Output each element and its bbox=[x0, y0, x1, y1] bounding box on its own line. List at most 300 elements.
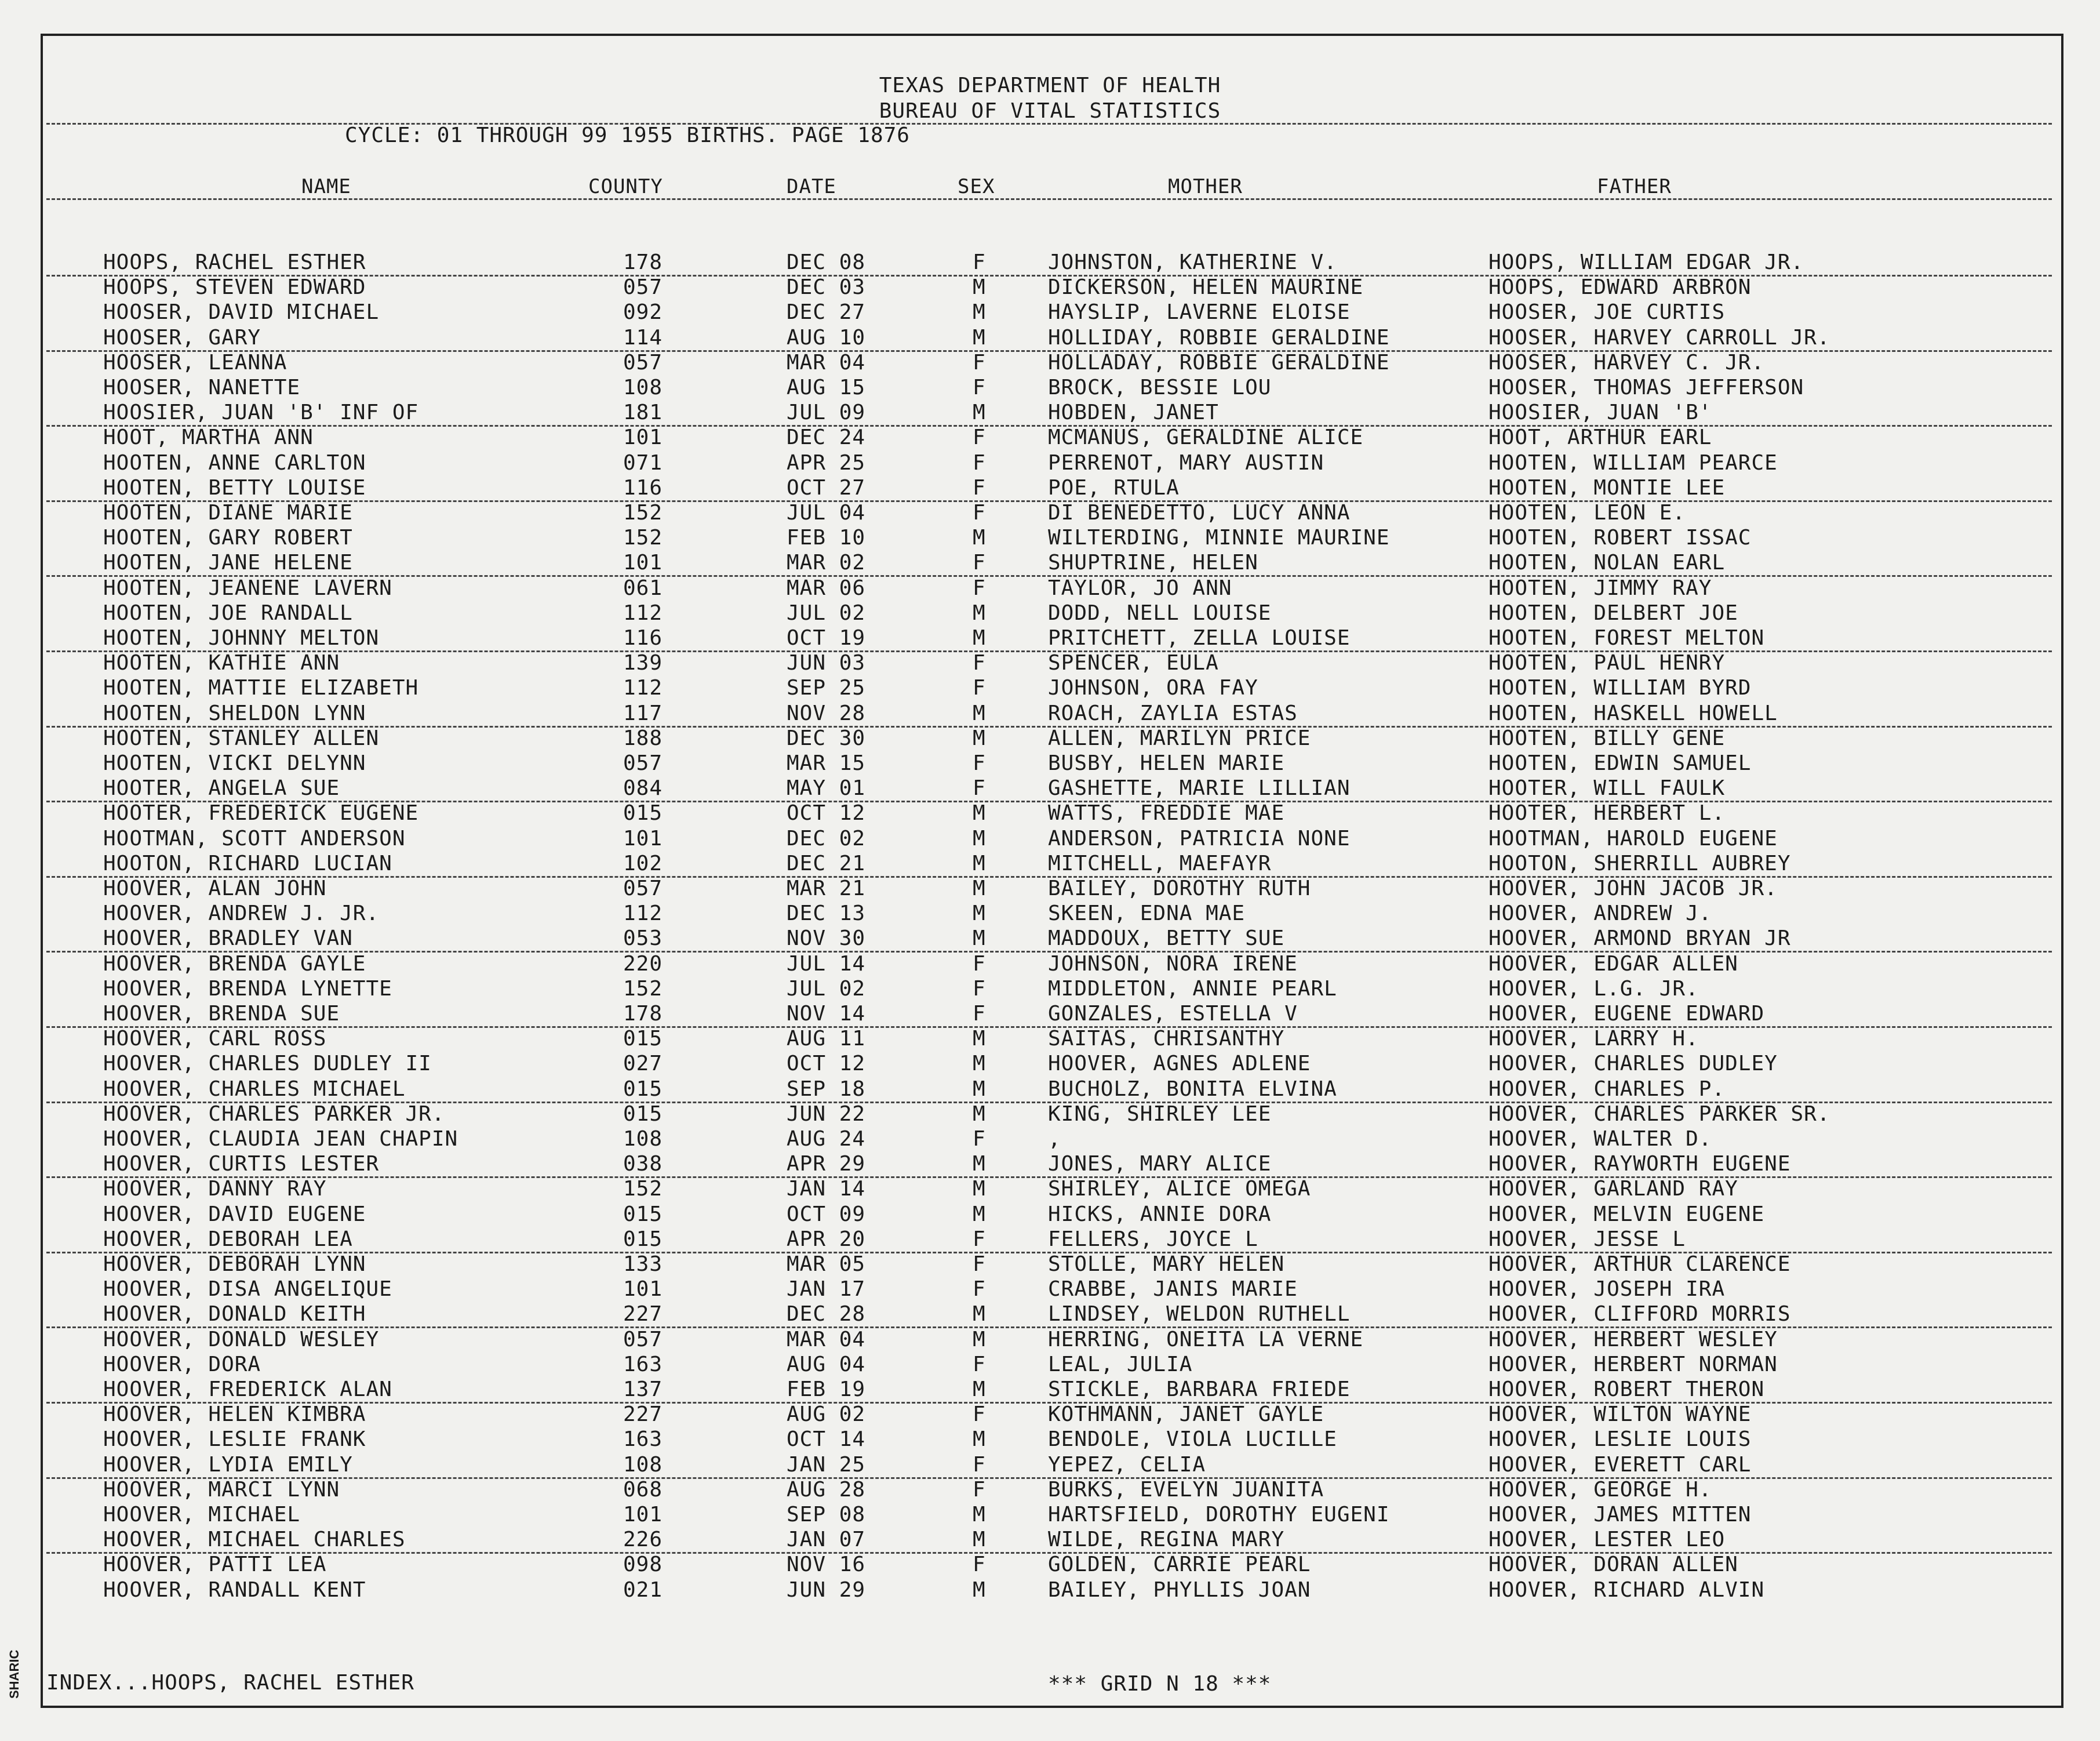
cell-father: HOOVER, CHARLES P. bbox=[1488, 1077, 1726, 1101]
cell-mother: GONZALES, ESTELLA V bbox=[1048, 1002, 1298, 1026]
cell-county: 021 bbox=[623, 1578, 663, 1602]
cell-mother: HOOVER, AGNES ADLENE bbox=[1048, 1052, 1311, 1076]
cell-father: HOOSER, THOMAS JEFFERSON bbox=[1488, 376, 1804, 399]
cell-sex: M bbox=[973, 877, 986, 900]
cell-sex: F bbox=[973, 1352, 986, 1376]
cell-sex: F bbox=[973, 501, 986, 525]
table-row bbox=[0, 676, 2100, 702]
cell-name: HOOTER, ANGELA SUE bbox=[103, 776, 340, 801]
cell-sex: M bbox=[973, 325, 986, 350]
cell-sex: M bbox=[973, 1503, 986, 1526]
cell-name: HOOVER, MICHAEL CHARLES bbox=[103, 1528, 406, 1552]
cell-county: 178 bbox=[623, 1002, 663, 1026]
cell-mother: YEPEZ, CELIA bbox=[1048, 1452, 1206, 1477]
cell-mother: STICKLE, BARBARA FRIEDE bbox=[1048, 1377, 1351, 1401]
cell-mother: KING, SHIRLEY LEE bbox=[1048, 1102, 1272, 1126]
cell-sex: F bbox=[973, 1002, 986, 1026]
cell-name: HOOVER, FREDERICK ALAN bbox=[103, 1377, 392, 1401]
cell-mother: , bbox=[1048, 1127, 1061, 1151]
cell-mother: BUSBY, HELEN MARIE bbox=[1048, 751, 1285, 775]
cell-sex: M bbox=[973, 1077, 986, 1101]
cell-mother: SKEEN, EDNA MAE bbox=[1048, 902, 1246, 926]
cell-father: HOOVER, HERBERT WESLEY bbox=[1488, 1327, 1778, 1351]
table-row bbox=[0, 1328, 2100, 1353]
cell-name: HOOVER, CLAUDIA JEAN CHAPIN bbox=[103, 1127, 458, 1151]
cell-date: OCT 09 bbox=[787, 1202, 866, 1226]
cell-mother: HOLLADAY, ROBBIE GERALDINE bbox=[1048, 350, 1390, 375]
cell-father: HOOVER, CLIFFORD MORRIS bbox=[1488, 1302, 1791, 1326]
cell-date: AUG 24 bbox=[787, 1127, 866, 1151]
cell-county: 101 bbox=[623, 826, 663, 850]
cell-mother: HARTSFIELD, DOROTHY EUGENI bbox=[1048, 1503, 1390, 1526]
table-row bbox=[0, 651, 2100, 677]
index-footer: INDEX...HOOPS, RACHEL ESTHER bbox=[46, 1671, 414, 1695]
cell-date: DEC 13 bbox=[787, 902, 866, 926]
table-row bbox=[0, 1202, 2100, 1228]
cell-father: HOOVER, MELVIN EUGENE bbox=[1488, 1202, 1765, 1226]
cell-county: 116 bbox=[623, 626, 663, 650]
table-row bbox=[0, 300, 2100, 326]
cell-sex: F bbox=[973, 951, 986, 976]
cell-date: DEC 03 bbox=[787, 275, 866, 300]
cell-date: MAR 04 bbox=[787, 1327, 866, 1351]
cell-mother: HOBDEN, JANET bbox=[1048, 401, 1219, 425]
cell-father: HOOVER, JAMES MITTEN bbox=[1488, 1503, 1752, 1526]
cell-date: JUL 04 bbox=[787, 501, 866, 525]
table-row bbox=[0, 1302, 2100, 1328]
cell-father: HOOVER, HERBERT NORMAN bbox=[1488, 1352, 1778, 1376]
cell-mother: PERRENOT, MARY AUSTIN bbox=[1048, 450, 1324, 475]
cell-mother: MIDDLETON, ANNIE PEARL bbox=[1048, 976, 1337, 1001]
cell-sex: M bbox=[973, 701, 986, 725]
cell-county: 101 bbox=[623, 426, 663, 450]
cell-county: 068 bbox=[623, 1477, 663, 1502]
cell-father: HOOVER, EVERETT CARL bbox=[1488, 1452, 1752, 1477]
cell-sex: M bbox=[973, 1027, 986, 1051]
cell-county: 098 bbox=[623, 1553, 663, 1577]
cell-date: MAR 21 bbox=[787, 877, 866, 900]
cell-county: 188 bbox=[623, 726, 663, 750]
table-row bbox=[0, 1152, 2100, 1177]
table-row bbox=[0, 952, 2100, 977]
cell-father: HOOVER, EDGAR ALLEN bbox=[1488, 951, 1738, 976]
cell-father: HOOTEN, WILLIAM BYRD bbox=[1488, 676, 1752, 700]
cell-county: 027 bbox=[623, 1052, 663, 1076]
cell-sex: F bbox=[973, 376, 986, 399]
cell-mother: WILTERDING, MINNIE MAURINE bbox=[1048, 526, 1390, 550]
cell-mother: GASHETTE, MARIE LILLIAN bbox=[1048, 776, 1351, 801]
cell-county: 015 bbox=[623, 1102, 663, 1126]
cell-mother: MITCHELL, MAEFAYR bbox=[1048, 851, 1272, 875]
cell-name: HOOVER, DANNY RAY bbox=[103, 1177, 327, 1201]
table-row bbox=[0, 1252, 2100, 1278]
cell-mother: BURKS, EVELYN JUANITA bbox=[1048, 1477, 1324, 1502]
table-row bbox=[0, 376, 2100, 401]
cell-county: 092 bbox=[623, 300, 663, 325]
cell-sex: M bbox=[973, 1327, 986, 1351]
table-row bbox=[0, 702, 2100, 727]
cell-date: JAN 25 bbox=[787, 1452, 866, 1477]
cell-sex: F bbox=[973, 1227, 986, 1251]
cell-date: OCT 14 bbox=[787, 1427, 866, 1452]
cell-name: HOOPS, RACHEL ESTHER bbox=[103, 250, 366, 274]
table-row bbox=[0, 1277, 2100, 1303]
table-row bbox=[0, 1553, 2100, 1578]
cell-county: 227 bbox=[623, 1402, 663, 1427]
cell-mother: ANDERSON, PATRICIA NONE bbox=[1048, 826, 1351, 850]
cell-date: DEC 21 bbox=[787, 851, 866, 875]
column-header-mother: MOTHER bbox=[1168, 175, 1243, 198]
cell-date: MAR 06 bbox=[787, 576, 866, 600]
table-row bbox=[0, 1578, 2100, 1604]
table-row bbox=[0, 1027, 2100, 1052]
cell-date: JAN 14 bbox=[787, 1177, 866, 1201]
cell-mother: DI BENEDETTO, LUCY ANNA bbox=[1048, 501, 1351, 525]
cell-name: HOOVER, CURTIS LESTER bbox=[103, 1152, 380, 1176]
cell-sex: F bbox=[973, 751, 986, 775]
cell-sex: F bbox=[973, 1553, 986, 1577]
cell-date: AUG 04 bbox=[787, 1352, 866, 1376]
cell-father: HOOTON, SHERRILL AUBREY bbox=[1488, 851, 1791, 875]
cell-name: HOOVER, MICHAEL bbox=[103, 1503, 301, 1526]
cell-name: HOOTEN, BETTY LOUISE bbox=[103, 475, 366, 500]
cell-county: 152 bbox=[623, 976, 663, 1001]
cell-sex: F bbox=[973, 1277, 986, 1302]
cell-county: 102 bbox=[623, 851, 663, 875]
table-row bbox=[0, 977, 2100, 1002]
cell-county: 152 bbox=[623, 1177, 663, 1201]
cell-sex: M bbox=[973, 1152, 986, 1176]
cell-county: 101 bbox=[623, 1503, 663, 1526]
cell-name: HOOVER, ANDREW J. JR. bbox=[103, 902, 380, 926]
cell-sex: M bbox=[973, 726, 986, 750]
cell-sex: F bbox=[973, 1452, 986, 1477]
cell-date: MAY 01 bbox=[787, 776, 866, 801]
table-row bbox=[0, 1427, 2100, 1453]
cell-sex: M bbox=[973, 801, 986, 826]
cell-mother: ALLEN, MARILYN PRICE bbox=[1048, 726, 1311, 750]
cell-father: HOOTEN, ROBERT ISSAC bbox=[1488, 526, 1752, 550]
cell-mother: BAILEY, DOROTHY RUTH bbox=[1048, 877, 1311, 900]
cell-date: OCT 12 bbox=[787, 801, 866, 826]
cell-county: 015 bbox=[623, 1202, 663, 1226]
cell-name: HOOVER, BRENDA SUE bbox=[103, 1002, 340, 1026]
cell-father: HOOTEN, DELBERT JOE bbox=[1488, 601, 1738, 625]
cell-date: DEC 02 bbox=[787, 826, 866, 850]
cell-name: HOOSER, LEANNA bbox=[103, 350, 287, 375]
cell-sex: M bbox=[973, 926, 986, 951]
cell-name: HOOTEN, JEANENE LAVERN bbox=[103, 576, 392, 600]
cell-mother: JONES, MARY ALICE bbox=[1048, 1152, 1272, 1176]
cell-sex: M bbox=[973, 1528, 986, 1552]
cell-name: HOOTEN, ANNE CARLTON bbox=[103, 450, 366, 475]
cell-father: HOOTER, WILL FAULK bbox=[1488, 776, 1726, 801]
cell-mother: POE, RTULA bbox=[1048, 475, 1180, 500]
cell-sex: F bbox=[973, 350, 986, 375]
cell-county: 226 bbox=[623, 1528, 663, 1552]
cell-date: APR 29 bbox=[787, 1152, 866, 1176]
table-row bbox=[0, 601, 2100, 627]
cell-father: HOOVER, WALTER D. bbox=[1488, 1127, 1712, 1151]
cell-sex: M bbox=[973, 275, 986, 300]
cell-county: 112 bbox=[623, 676, 663, 700]
cell-date: DEC 24 bbox=[787, 426, 866, 450]
cell-county: 061 bbox=[623, 576, 663, 600]
table-row bbox=[0, 1353, 2100, 1378]
cell-name: HOOSER, NANETTE bbox=[103, 376, 301, 399]
cell-county: 084 bbox=[623, 776, 663, 801]
cell-date: JUL 02 bbox=[787, 976, 866, 1001]
cell-mother: CRABBE, JANIS MARIE bbox=[1048, 1277, 1298, 1302]
cell-county: 057 bbox=[623, 751, 663, 775]
cell-sex: F bbox=[973, 1127, 986, 1151]
cell-father: HOOTEN, LEON E. bbox=[1488, 501, 1686, 525]
cell-father: HOOTEN, NOLAN EARL bbox=[1488, 551, 1726, 575]
cell-county: 112 bbox=[623, 601, 663, 625]
table-row bbox=[0, 776, 2100, 802]
cell-name: HOOVER, CHARLES PARKER JR. bbox=[103, 1102, 445, 1126]
cell-sex: F bbox=[973, 475, 986, 500]
cell-father: HOOVER, JESSE L bbox=[1488, 1227, 1686, 1251]
cell-name: HOOTEN, SHELDON LYNN bbox=[103, 701, 366, 725]
cell-name: HOOVER, CHARLES DUDLEY II bbox=[103, 1052, 432, 1076]
cell-county: 114 bbox=[623, 325, 663, 350]
column-header-date: DATE bbox=[787, 175, 836, 198]
table-row bbox=[0, 1528, 2100, 1553]
cell-date: DEC 28 bbox=[787, 1302, 866, 1326]
cell-date: AUG 28 bbox=[787, 1477, 866, 1502]
cell-mother: HICKS, ANNIE DORA bbox=[1048, 1202, 1272, 1226]
cell-name: HOOTON, RICHARD LUCIAN bbox=[103, 851, 392, 875]
cell-name: HOOVER, CARL ROSS bbox=[103, 1027, 327, 1051]
cell-mother: JOHNSON, ORA FAY bbox=[1048, 676, 1258, 700]
cell-date: APR 20 bbox=[787, 1227, 866, 1251]
cell-name: HOOTEN, VICKI DELYNN bbox=[103, 751, 366, 775]
table-row bbox=[0, 726, 2100, 752]
cell-county: 163 bbox=[623, 1352, 663, 1376]
table-row bbox=[0, 1453, 2100, 1478]
cell-sex: M bbox=[973, 1302, 986, 1326]
cell-date: DEC 30 bbox=[787, 726, 866, 750]
cell-name: HOOVER, DAVID EUGENE bbox=[103, 1202, 366, 1226]
cell-mother: TAYLOR, JO ANN bbox=[1048, 576, 1232, 600]
cell-county: 101 bbox=[623, 1277, 663, 1302]
table-row bbox=[0, 827, 2100, 852]
cell-mother: BROCK, BESSIE LOU bbox=[1048, 376, 1272, 399]
cell-date: FEB 10 bbox=[787, 526, 866, 550]
cell-name: HOOVER, LYDIA EMILY bbox=[103, 1452, 353, 1477]
cell-father: HOOSER, HARVEY C. JR. bbox=[1488, 350, 1765, 375]
table-row bbox=[0, 351, 2100, 376]
cell-mother: SHUPTRINE, HELEN bbox=[1048, 551, 1258, 575]
cell-name: HOOTEN, GARY ROBERT bbox=[103, 526, 353, 550]
cell-father: HOOVER, LARRY H. bbox=[1488, 1027, 1699, 1051]
cell-sex: M bbox=[973, 1052, 986, 1076]
cell-county: 133 bbox=[623, 1252, 663, 1276]
table-row bbox=[0, 902, 2100, 927]
cell-mother: MCMANUS, GERALDINE ALICE bbox=[1048, 426, 1364, 450]
table-row bbox=[0, 751, 2100, 777]
cell-county: 116 bbox=[623, 475, 663, 500]
cell-county: 057 bbox=[623, 1327, 663, 1351]
cell-sex: M bbox=[973, 1102, 986, 1126]
cell-date: DEC 08 bbox=[787, 250, 866, 274]
cell-date: JUN 03 bbox=[787, 651, 866, 675]
cell-mother: FELLERS, JOYCE L bbox=[1048, 1227, 1258, 1251]
cell-date: MAR 15 bbox=[787, 751, 866, 775]
cell-date: AUG 11 bbox=[787, 1027, 866, 1051]
table-row bbox=[0, 551, 2100, 576]
cell-name: HOOVER, DEBORAH LEA bbox=[103, 1227, 353, 1251]
cell-name: HOOVER, DONALD KEITH bbox=[103, 1302, 366, 1326]
cell-father: HOOTEN, HASKELL HOWELL bbox=[1488, 701, 1778, 725]
cell-name: HOOT, MARTHA ANN bbox=[103, 426, 314, 450]
cell-mother: LEAL, JULIA bbox=[1048, 1352, 1193, 1376]
cell-father: HOOPS, EDWARD ARBRON bbox=[1488, 275, 1752, 300]
cell-name: HOOSER, DAVID MICHAEL bbox=[103, 300, 380, 325]
bureau-title: BUREAU OF VITAL STATISTICS bbox=[879, 99, 1221, 123]
cell-father: HOOSER, HARVEY CARROLL JR. bbox=[1488, 325, 1830, 350]
cell-name: HOOVER, DEBORAH LYNN bbox=[103, 1252, 366, 1276]
cell-father: HOOVER, ANDREW J. bbox=[1488, 902, 1712, 926]
cell-sex: F bbox=[973, 576, 986, 600]
cell-county: 015 bbox=[623, 1027, 663, 1051]
cell-county: 117 bbox=[623, 701, 663, 725]
table-row bbox=[0, 1127, 2100, 1153]
cell-county: 101 bbox=[623, 551, 663, 575]
cell-sex: F bbox=[973, 1252, 986, 1276]
cell-mother: JOHNSTON, KATHERINE V. bbox=[1048, 250, 1337, 274]
column-header-rule bbox=[46, 198, 2052, 200]
cell-date: AUG 10 bbox=[787, 325, 866, 350]
table-row bbox=[0, 626, 2100, 652]
cell-sex: F bbox=[973, 776, 986, 801]
cell-mother: BAILEY, PHYLLIS JOAN bbox=[1048, 1578, 1311, 1602]
cell-name: HOOVER, DORA bbox=[103, 1352, 261, 1376]
table-row bbox=[0, 877, 2100, 902]
cell-mother: LINDSEY, WELDON RUTHELL bbox=[1048, 1302, 1351, 1326]
cell-name: HOOVER, DISA ANGELIQUE bbox=[103, 1277, 392, 1302]
cell-name: HOOVER, BRADLEY VAN bbox=[103, 926, 353, 951]
cell-name: HOOTEN, JOHNNY MELTON bbox=[103, 626, 380, 650]
cell-father: HOOVER, ARTHUR CLARENCE bbox=[1488, 1252, 1791, 1276]
table-row bbox=[0, 401, 2100, 426]
cell-father: HOOPS, WILLIAM EDGAR JR. bbox=[1488, 250, 1804, 274]
cell-county: 163 bbox=[623, 1427, 663, 1452]
table-row bbox=[0, 476, 2100, 501]
cell-father: HOOSER, JOE CURTIS bbox=[1488, 300, 1726, 325]
table-row bbox=[0, 852, 2100, 877]
cell-date: JUN 29 bbox=[787, 1578, 866, 1602]
table-row bbox=[0, 1177, 2100, 1202]
cell-date: JAN 07 bbox=[787, 1528, 866, 1552]
cell-date: JUN 22 bbox=[787, 1102, 866, 1126]
cell-sex: M bbox=[973, 401, 986, 425]
cell-name: HOOTEN, DIANE MARIE bbox=[103, 501, 353, 525]
cell-father: HOOTEN, WILLIAM PEARCE bbox=[1488, 450, 1778, 475]
cell-county: 038 bbox=[623, 1152, 663, 1176]
cell-father: HOOVER, ROBERT THERON bbox=[1488, 1377, 1765, 1401]
cell-county: 057 bbox=[623, 275, 663, 300]
cell-county: 178 bbox=[623, 250, 663, 274]
cell-father: HOOVER, JOSEPH IRA bbox=[1488, 1277, 1726, 1302]
cell-name: HOOVER, BRENDA LYNETTE bbox=[103, 976, 392, 1001]
cell-mother: SHIRLEY, ALICE OMEGA bbox=[1048, 1177, 1311, 1201]
cell-father: HOOVER, LESLIE LOUIS bbox=[1488, 1427, 1752, 1452]
cell-name: HOOVER, DONALD WESLEY bbox=[103, 1327, 380, 1351]
cell-date: SEP 18 bbox=[787, 1077, 866, 1101]
cell-date: OCT 19 bbox=[787, 626, 866, 650]
cell-sex: F bbox=[973, 250, 986, 274]
cell-mother: SPENCER, EULA bbox=[1048, 651, 1219, 675]
cell-name: HOOVER, LESLIE FRANK bbox=[103, 1427, 366, 1452]
cell-date: NOV 16 bbox=[787, 1553, 866, 1577]
cell-mother: ROACH, ZAYLIA ESTAS bbox=[1048, 701, 1298, 725]
cell-name: HOOTEN, MATTIE ELIZABETH bbox=[103, 676, 419, 700]
cell-county: 112 bbox=[623, 902, 663, 926]
cell-mother: HERRING, ONEITA LA VERNE bbox=[1048, 1327, 1364, 1351]
table-row bbox=[0, 801, 2100, 827]
cell-date: NOV 28 bbox=[787, 701, 866, 725]
cell-county: 152 bbox=[623, 501, 663, 525]
cell-father: HOOVER, GEORGE H. bbox=[1488, 1477, 1712, 1502]
cell-date: MAR 05 bbox=[787, 1252, 866, 1276]
cell-father: HOOTEN, MONTIE LEE bbox=[1488, 475, 1726, 500]
cell-father: HOOTER, HERBERT L. bbox=[1488, 801, 1726, 826]
table-row bbox=[0, 526, 2100, 551]
cell-mother: BUCHOLZ, BONITA ELVINA bbox=[1048, 1077, 1337, 1101]
cell-date: AUG 15 bbox=[787, 376, 866, 399]
cell-sex: F bbox=[973, 651, 986, 675]
cell-date: AUG 02 bbox=[787, 1402, 866, 1427]
cell-county: 108 bbox=[623, 1452, 663, 1477]
table-row bbox=[0, 926, 2100, 952]
cell-date: DEC 27 bbox=[787, 300, 866, 325]
cell-mother: WATTS, FREDDIE MAE bbox=[1048, 801, 1285, 826]
cell-date: OCT 27 bbox=[787, 475, 866, 500]
cell-date: JUL 09 bbox=[787, 401, 866, 425]
cell-father: HOOVER, L.G. JR. bbox=[1488, 976, 1699, 1001]
cell-date: MAR 02 bbox=[787, 551, 866, 575]
cell-date: FEB 19 bbox=[787, 1377, 866, 1401]
cell-county: 015 bbox=[623, 1227, 663, 1251]
cell-county: 108 bbox=[623, 1127, 663, 1151]
cell-date: NOV 30 bbox=[787, 926, 866, 951]
cell-sex: M bbox=[973, 300, 986, 325]
cell-mother: HOLLIDAY, ROBBIE GERALDINE bbox=[1048, 325, 1390, 350]
cell-father: HOOTEN, FOREST MELTON bbox=[1488, 626, 1765, 650]
cell-sex: F bbox=[973, 976, 986, 1001]
table-row bbox=[0, 1052, 2100, 1077]
cell-mother: PRITCHETT, ZELLA LOUISE bbox=[1048, 626, 1351, 650]
cell-date: JUL 14 bbox=[787, 951, 866, 976]
cell-county: 015 bbox=[623, 801, 663, 826]
cell-mother: DICKERSON, HELEN MAURINE bbox=[1048, 275, 1364, 300]
table-row bbox=[0, 275, 2100, 301]
cell-sex: F bbox=[973, 1477, 986, 1502]
cell-sex: M bbox=[973, 826, 986, 850]
cell-father: HOOVER, ARMOND BRYAN JR bbox=[1488, 926, 1791, 951]
cell-county: 137 bbox=[623, 1377, 663, 1401]
cell-mother: STOLLE, MARY HELEN bbox=[1048, 1252, 1285, 1276]
cell-father: HOOTEN, BILLY GENE bbox=[1488, 726, 1726, 750]
cell-county: 053 bbox=[623, 926, 663, 951]
table-row bbox=[0, 1503, 2100, 1528]
cell-date: SEP 08 bbox=[787, 1503, 866, 1526]
column-header-sex: SEX bbox=[958, 175, 995, 198]
cell-sex: F bbox=[973, 450, 986, 475]
cell-county: 015 bbox=[623, 1077, 663, 1101]
